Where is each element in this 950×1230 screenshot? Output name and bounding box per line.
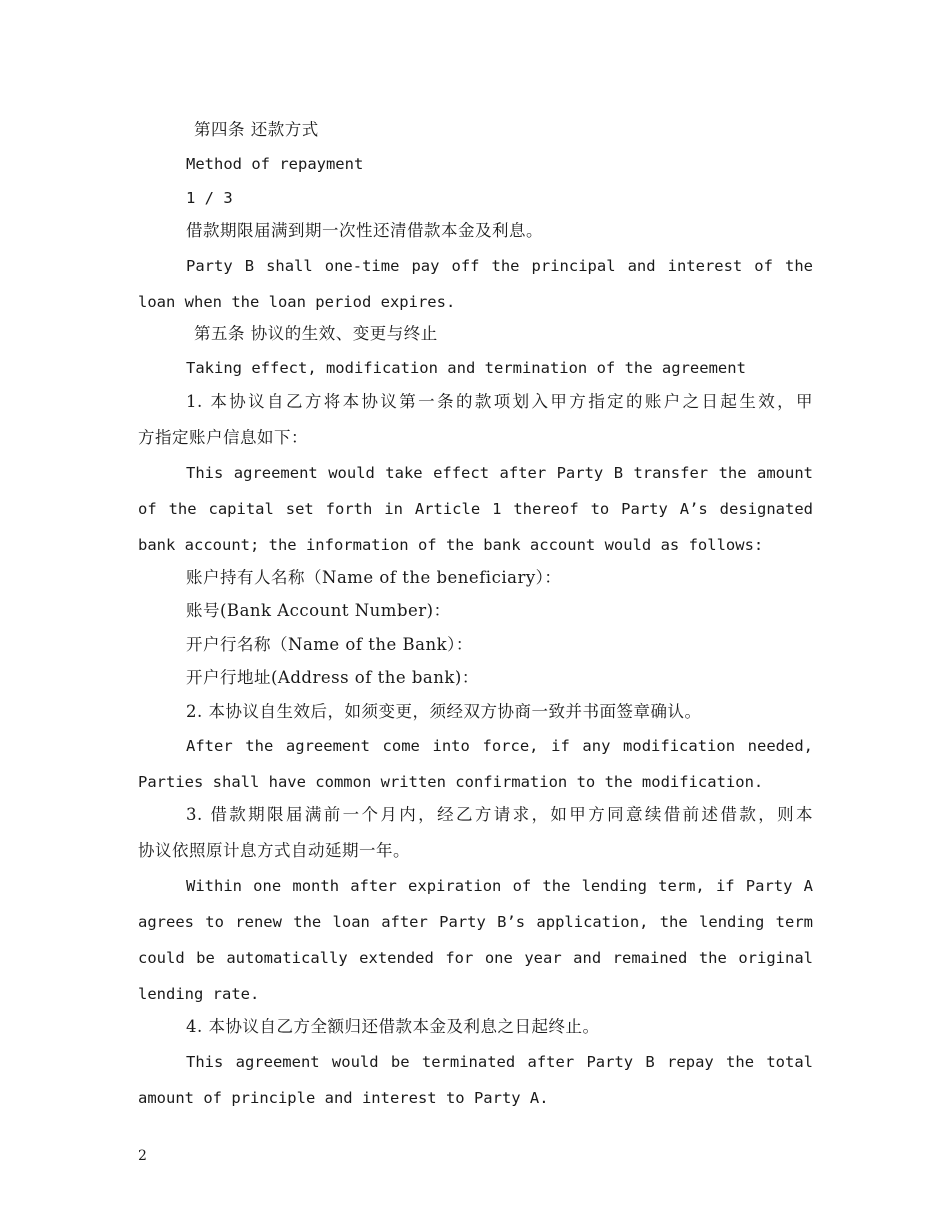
clause-3-zh-line-2: 协议依照原计息方式自动延期一年。 [138,841,410,860]
clause-4-en-line-2: amount of principle and interest to Party A. [138,1089,549,1107]
beneficiary-name-field: 账户持有人名称（Name of the beneficiary）： [186,568,562,587]
repayment-clause-en-line-1: Party B shall one-time pay off the principal and interest of the [186,257,813,275]
clause-2-zh: 2. 本协议自生效后，如须变更，须经双方协商一致并书面签章确认。 [186,702,702,721]
clause-3-zh-line-1: 3. 借款期限届满前一个月内，经乙方请求，如甲方同意续借前述借款，则本 [186,805,813,824]
page-marker: 1 / 3 [186,189,233,207]
clause-1-zh-line-2: 方指定账户信息如下： [138,428,308,447]
article-4-heading-en: Method of repayment [186,155,364,173]
bank-address-field: 开户行地址(Address of the bank)： [186,668,479,687]
article-4-heading: 第四条 还款方式 [194,120,319,139]
clause-1-en-line-1: This agreement would take effect after Party B transfer the amount [186,464,813,482]
article-5-heading-en: Taking effect, modification and termination of the agreement [186,359,746,377]
article-5-heading: 第五条 协议的生效、变更与终止 [194,324,438,343]
clause-4-en-line-1: This agreement would be terminated after Party B repay the total [186,1053,813,1071]
clause-2-en-line-2: Parties shall have common written confirmation to the modification. [138,773,764,791]
clause-3-en-line-1: Within one month after expiration of the lending term, if Party A [186,877,813,895]
page-number: 2 [138,1148,147,1164]
clause-3-en-line-3: could be automatically extended for one year and remained the original [138,949,813,967]
repayment-clause-en-line-2: loan when the loan period expires. [138,293,456,311]
bank-name-field: 开户行名称（Name of the Bank）： [186,635,473,654]
clause-2-en-line-1: After the agreement come into force, if any modification needed, [186,737,813,755]
account-number-field: 账号(Bank Account Number)： [186,601,451,620]
clause-3-en-line-4: lending rate. [138,985,260,1003]
clause-3-en-line-2: agrees to renew the loan after Party B’s application, the lending term [138,913,813,931]
clause-1-en-line-2: of the capital set forth in Article 1 thereof to Party A’s designated [138,500,813,518]
clause-1-zh-line-1: 1. 本协议自乙方将本协议第一条的款项划入甲方指定的账户之日起生效，甲 [186,392,813,411]
clause-4-zh: 4. 本协议自乙方全额归还借款本金及利息之日起终止。 [186,1017,600,1036]
clause-1-en-line-3: bank account; the information of the bank account would as follows: [138,536,764,554]
repayment-clause-zh: 借款期限届满到期一次性还清借款本金及利息。 [186,221,543,240]
